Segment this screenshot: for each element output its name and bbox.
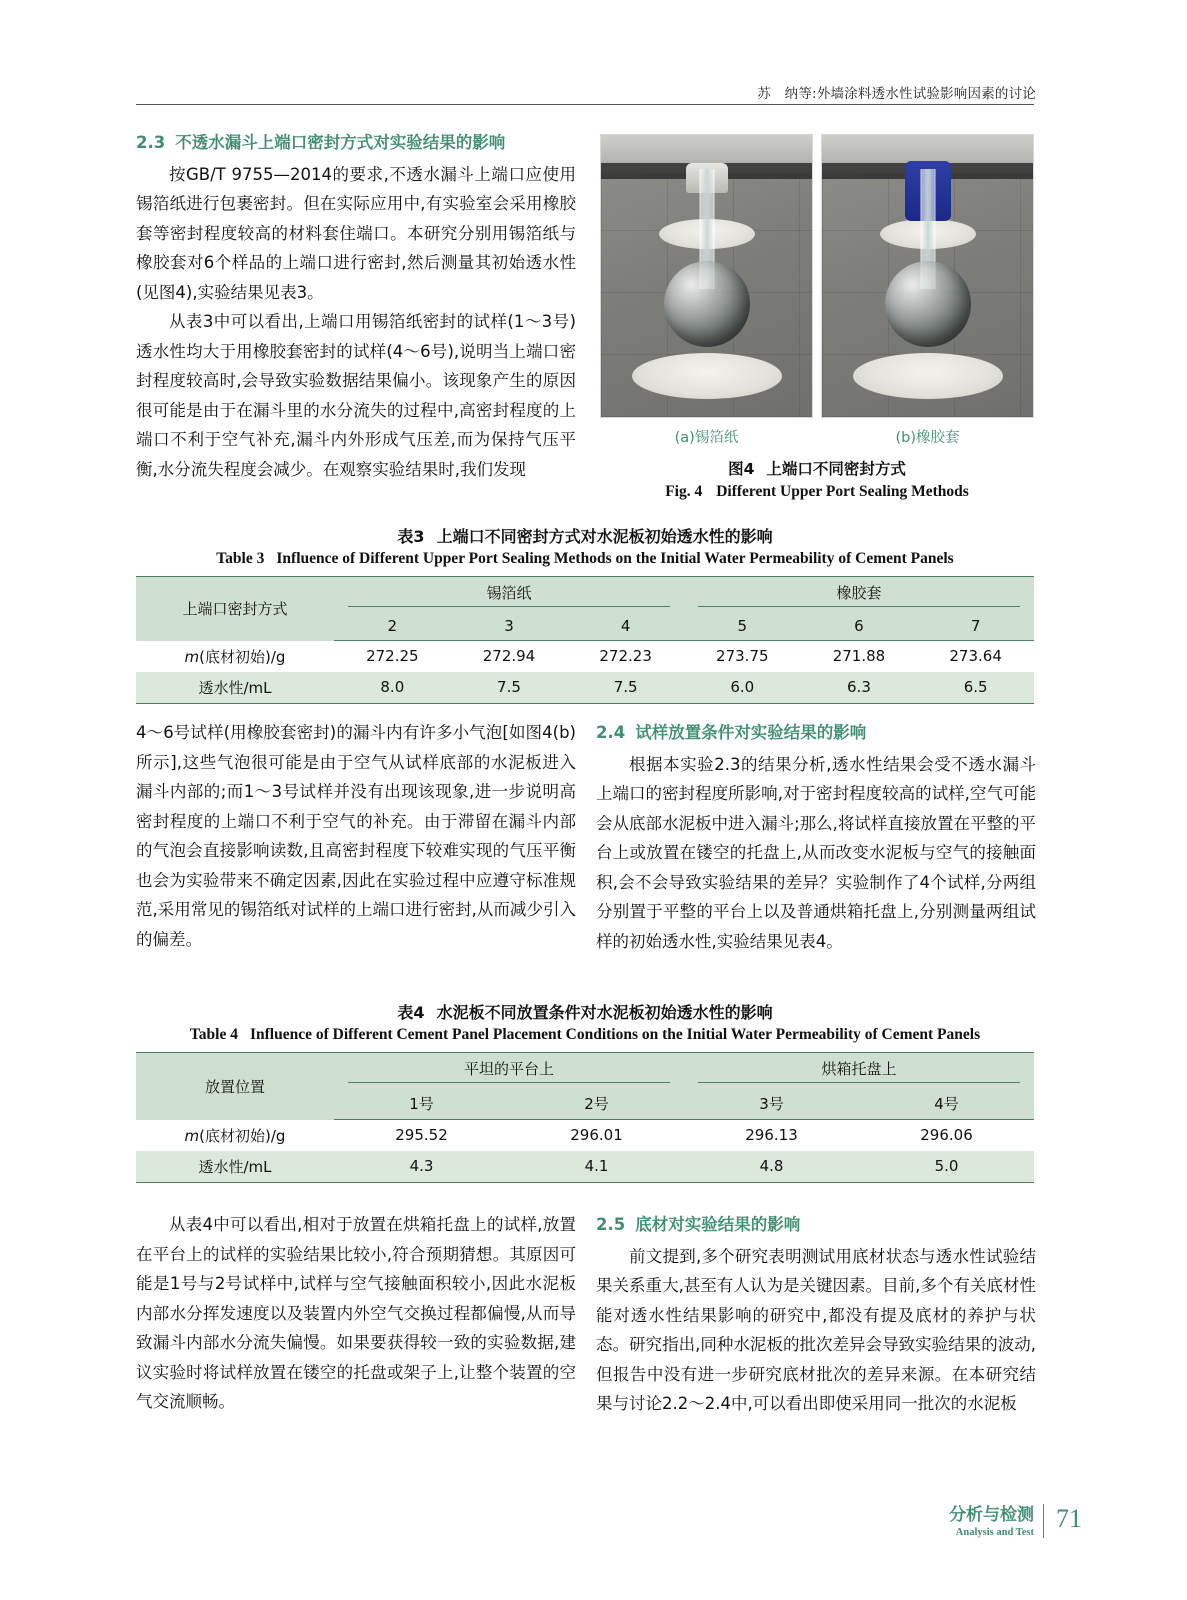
table-3-sample-id: 6 — [801, 612, 918, 641]
figure-4-label-cn: 图4 — [728, 460, 755, 478]
table-3-row-label: 透水性/mL — [136, 672, 334, 704]
table-3-group-2-label: 橡胶套 — [698, 582, 1020, 607]
photo-rubber-sleeve-sealing — [821, 134, 1034, 418]
figure-4-subcaption-a: (a)锡箔纸 — [674, 430, 739, 446]
table-3-text-en: Influence of Different Upper Port Sealing Methods on the Initial Water Permeability of Cement Panels — [276, 550, 954, 567]
table-cell: 6.0 — [684, 672, 801, 704]
paragraph-2-3-2: 从表3中可以看出,上端口用锡箔纸密封的试样(1～3号)透水性均大于用橡胶套密封的试样(4～6号),说明当上端口密封程度较高时,会导致实验数据结果偏小。该现象产生的原因很可能是由于在漏斗里的水分流失的过程中,高密封程度的上端口不利于空气补充,漏斗内外形成气压差,而为保持气压平衡,水分流失程度会减少。在观察实验结果时,我们发现 — [136, 312, 576, 479]
table-cell: 6.5 — [917, 672, 1034, 704]
table-4-row-label: 透水性/mL — [136, 1151, 334, 1183]
table-cell: 273.75 — [684, 641, 801, 672]
table-4-row-label — [136, 1120, 334, 1151]
table-row — [136, 641, 1034, 672]
left-column-bottom — [136, 1210, 576, 1417]
paragraph-2-3-1: 按GB/T 9755—2014的要求,不透水漏斗上端口应使用锡箔纸进行包裹密封。但在实际应用中,有实验室会采用橡胶套等密封程度较高的材料套住端口。本研究分别用锡箔纸与橡胶套对6个样品的上端口进行密封,然后测量其初始透水性(见图4),实验结果见表3。 — [136, 164, 576, 302]
figure-4-text-en: Different Upper Port Sealing Methods — [716, 483, 969, 500]
table-4-row-header: 放置位置 — [136, 1053, 334, 1120]
footer-section-label — [949, 1500, 1034, 1538]
paragraph-2-4-2: 从表4中可以看出,相对于放置在烘箱托盘上的试样,放置在平台上的试样的实验结果比较小,符合预期猜想。其原因可能是1号与2号试样中,试样与空气接触面积较小,因此水泥板内部水分挥发速度以及装置内外空气交换过程都偏慢,从而导致漏斗内部水分流失偏慢。如果要获得较一致的实验数据,建议实验时将试样放置在镂空的托盘或架子上,让整个装置的空气交流顺畅。 — [136, 1215, 576, 1411]
section-heading-2-4 — [596, 718, 1036, 748]
section-title-2-4: 试样放置条件对实验结果的影响 — [635, 723, 867, 742]
footer-divider — [1043, 1504, 1045, 1538]
table-3-group-1 — [334, 577, 684, 613]
table-row — [136, 1120, 1034, 1151]
table-cell: 272.25 — [334, 641, 451, 672]
table-cell: 5.0 — [859, 1151, 1034, 1183]
table-row — [136, 1053, 1034, 1089]
table-cell: 4.1 — [509, 1151, 684, 1183]
table-row — [136, 672, 1034, 704]
table-row — [136, 1151, 1034, 1183]
table-3-block — [136, 524, 1034, 704]
table-3-row-label-symbol: m — [184, 647, 200, 666]
table-4-group-2 — [684, 1053, 1034, 1089]
table-3-text-cn: 上端口不同密封方式对水泥板初始透水性的影响 — [436, 527, 773, 546]
table-3 — [136, 576, 1034, 704]
figure-4-label-en: Fig. 4 — [665, 483, 703, 500]
table-3-group-1-label: 锡箔纸 — [348, 582, 670, 607]
table-cell: 295.52 — [334, 1120, 509, 1151]
table-4-sample-id: 2号 — [509, 1088, 684, 1120]
section-heading-2-5 — [596, 1210, 1036, 1240]
table-3-title-cn — [136, 524, 1034, 547]
table-4-row-label-symbol: m — [184, 1126, 200, 1145]
section-title-2-5: 底材对实验结果的影响 — [635, 1215, 801, 1234]
section-title-2-3: 不透水漏斗上端口密封方式对实验结果的影响 — [175, 133, 506, 152]
table-4-sample-id: 1号 — [334, 1088, 509, 1120]
right-column-middle — [596, 718, 1036, 956]
table-4 — [136, 1052, 1034, 1183]
table-cell: 296.06 — [859, 1120, 1034, 1151]
figure-4-images — [600, 134, 1034, 418]
table-4-label-cn: 表4 — [397, 1003, 425, 1022]
paragraph-2-4-1: 根据本实验2.3的结果分析,透水性结果会受不透水漏斗上端口的密封程度所影响,对于密封程度较高的试样,空气可能会从底部水泥板中进入漏斗;那么,将试样直接放置在平整的平台上或放置在镂空的托盘上,从而改变水泥板与空气的接触面积,会不会导致实验结果的差异？实验制作了4个试样,分两组分别置于平整的平台上以及普通烘箱托盘上,分别测量两组试样的初始透水性,实验结果见表4。 — [596, 754, 1036, 951]
table-cell: 7.5 — [567, 672, 684, 704]
figure-4-subcaption-b: (b)橡胶套 — [895, 430, 960, 446]
table-4-title-en — [136, 1026, 1034, 1044]
table-cell: 6.3 — [801, 672, 918, 704]
table-4-row-label-rest: (底材初始)/g — [199, 1126, 286, 1145]
section-number-2-5: 2.5 — [596, 1215, 626, 1234]
figure-4-text-cn: 上端口不同密封方式 — [766, 460, 906, 478]
table-3-title-en — [136, 550, 1034, 568]
section-number-2-3: 2.3 — [136, 133, 166, 152]
table-4-group-1 — [334, 1053, 684, 1089]
right-column-bottom — [596, 1210, 1036, 1419]
table-4-title-cn — [136, 1000, 1034, 1023]
figure-4-subcaptions — [600, 426, 1034, 447]
table-row — [136, 577, 1034, 613]
running-head: 苏 纳等:外墙涂料透水性试验影响因素的讨论 — [757, 86, 1036, 102]
table-cell: 272.94 — [451, 641, 568, 672]
page-number: 71 — [1056, 1504, 1082, 1533]
left-column-top — [136, 128, 576, 484]
table-cell: 8.0 — [334, 672, 451, 704]
table-4-label-en: Table 4 — [189, 1026, 238, 1043]
left-column-middle — [136, 718, 576, 954]
table-3-row-header: 上端口密封方式 — [136, 577, 334, 641]
table-4-block — [136, 1000, 1034, 1183]
table-4-group-2-label: 烘箱托盘上 — [698, 1058, 1020, 1083]
table-3-sample-id: 5 — [684, 612, 801, 641]
figure-4 — [600, 134, 1034, 501]
table-cell: 271.88 — [801, 641, 918, 672]
table-4-text-cn: 水泥板不同放置条件对水泥板初始透水性的影响 — [436, 1003, 773, 1022]
table-4-group-1-label: 平坦的平台上 — [348, 1058, 670, 1083]
paragraph-2-3-3: 4～6号试样(用橡胶套密封)的漏斗内有许多小气泡[如图4(b)所示],这些气泡很可能是由于空气从试样底部的水泥板进入漏斗内部的;而1～3号试样并没有出现该现象,进一步说明高密封程度的上端口不利于空气的补充。由于滞留在漏斗内部的气泡会直接影响读数,且高密封程度下较难实现的气压平衡也会为实验带来不确定因素,因此在实验过程中应遵守标准规范,采用常见的锡箔纸对试样的上端口进行密封,从而减少引入的偏差。 — [136, 723, 576, 949]
footer-section-en: Analysis and Test — [955, 1527, 1034, 1538]
table-3-label-en: Table 3 — [216, 550, 265, 567]
photo-foil-sealing — [600, 134, 813, 418]
figure-4-title-cn — [600, 457, 1034, 479]
table-4-sample-id: 3号 — [684, 1088, 859, 1120]
figure-4-title-en — [600, 483, 1034, 501]
table-cell: 4.3 — [334, 1151, 509, 1183]
table-cell: 296.01 — [509, 1120, 684, 1151]
table-cell: 4.8 — [684, 1151, 859, 1183]
paragraph-2-5-1: 前文提到,多个研究表明测试用底材状态与透水性试验结果关系重大,甚至有人认为是关键因素。目前,多个有关底材性能对透水性结果影响的研究中,都没有提及底材的养护与状态。研究指出,同种水泥板的批次差异会导致实验结果的波动,但报告中没有进一步研究底材批次的差异来源。在本研究结果与讨论2.2～2.4中,可以看出即使采用同一批次的水泥板 — [596, 1246, 1036, 1413]
table-3-row-label — [136, 641, 334, 672]
table-cell: 272.23 — [567, 641, 684, 672]
table-3-sample-id: 2 — [334, 612, 451, 641]
table-3-row-label-rest: (底材初始)/g — [199, 647, 286, 666]
table-cell: 273.64 — [917, 641, 1034, 672]
table-cell: 7.5 — [451, 672, 568, 704]
running-head-rule — [136, 104, 1034, 105]
table-4-sample-id: 4号 — [859, 1088, 1034, 1120]
table-cell: 296.13 — [684, 1120, 859, 1151]
section-heading-2-3 — [136, 128, 576, 158]
table-4-text-en: Influence of Different Cement Panel Placement Conditions on the Initial Water Permeability of Cement Panels — [249, 1026, 981, 1043]
footer-section-cn: 分析与检测 — [949, 1505, 1034, 1525]
table-3-group-2 — [684, 577, 1034, 613]
table-3-sample-id: 3 — [451, 612, 568, 641]
table-3-sample-id: 4 — [567, 612, 684, 641]
table-3-label-cn: 表3 — [397, 527, 425, 546]
table-3-sample-id: 7 — [917, 612, 1034, 641]
section-number-2-4: 2.4 — [596, 723, 626, 742]
